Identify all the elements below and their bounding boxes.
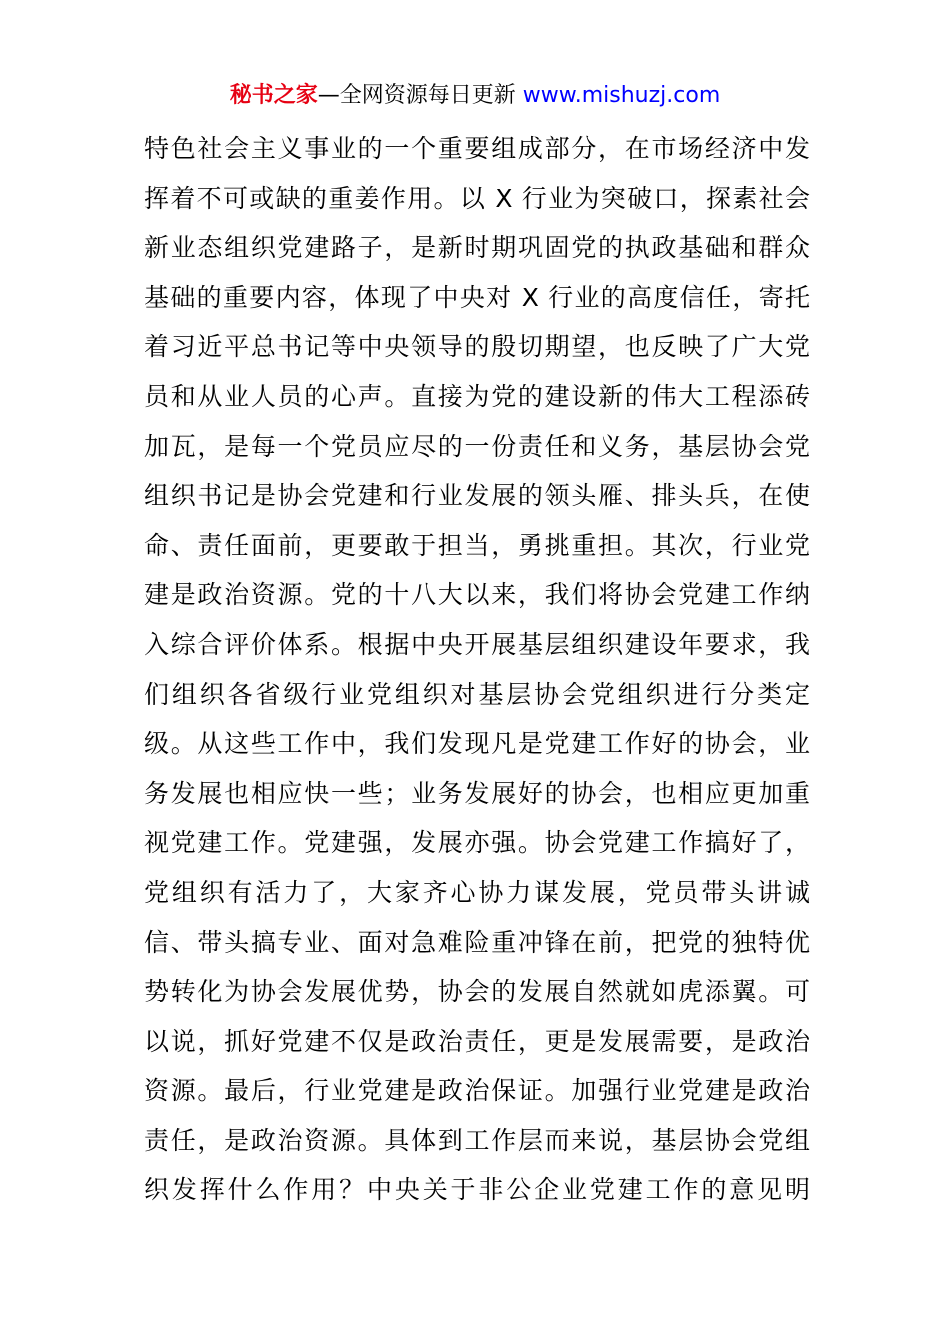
text-line: 党组织有活力了，大家齐心协力谋发展，党员带头讲诚 — [144, 877, 810, 907]
text-line: 基础的重要内容，体现了中央对 X 行业的高度信任，寄托 — [144, 282, 810, 312]
document-body — [144, 124, 810, 1215]
site-tagline: —全网资源每日更新 — [317, 83, 516, 108]
text-line: 入综合评价体系。根据中央开展基层组织建设年要求，我 — [144, 629, 810, 659]
text-line: 组织书记是协会党建和行业发展的领头雁、排头兵，在使 — [144, 481, 810, 511]
text-line: 责任，是政治资源。具体到工作层而来说，基层协会党组 — [144, 1125, 810, 1155]
site-brand: 秘书之家 — [229, 83, 318, 108]
text-line: 加瓦，是每一个党员应尽的一份责任和义务，基层协会党 — [144, 431, 810, 461]
text-line: 挥着不可或缺的重姜作用。以 X 行业为突破口，探素社会 — [144, 183, 810, 213]
text-line: 资源。最后，行业党建是政治保证。加强行业党建是政治 — [144, 1076, 810, 1106]
text-line: 们组织各省级行业党组织对基层协会党组织进行分类定 — [144, 679, 810, 709]
text-line: 着习近平总书记等中央领导的殷切期望，也反映了广大党 — [144, 332, 810, 362]
page-header — [0, 80, 950, 112]
text-line: 命、责任面前，更要敢于担当，勇挑重担。其次，行业党 — [144, 530, 810, 560]
text-line: 新业态组织党建路子，是新时期巩固党的执政基础和群众 — [144, 233, 810, 263]
text-line: 信、带头搞专业、面对急难险重冲锋在前，把党的独特优 — [144, 927, 810, 957]
text-line: 视党建工作。党建强，发展亦强。协会党建工作搞好了， — [144, 828, 810, 858]
text-line: 织发挥什么作用？中央关于非公企业党建工作的意见明 — [144, 1175, 810, 1205]
text-line: 以说，抓好党建不仅是政治责任，更是发展需要，是政治 — [144, 1026, 810, 1056]
text-line: 员和从业人员的心声。直接为党的建设新的伟大工程添砖 — [144, 381, 810, 411]
text-line: 建是政治资源。党的十八大以来，我们将协会党建工作纳 — [144, 580, 810, 610]
text-line: 级。从这些工作中，我们发现凡是党建工作好的协会，业 — [144, 729, 810, 759]
text-line: 势转化为协会发展优势，协会的发展自然就如虎添翼。可 — [144, 977, 810, 1007]
site-url-link[interactable]: www.mishuzj.com — [522, 83, 721, 108]
text-line: 务发展也相应快一些；业务发展好的协会，也相应更加重 — [144, 778, 810, 808]
text-line: 特色社会主义事业的一个重要组成部分，在市场经济中发 — [144, 134, 810, 163]
